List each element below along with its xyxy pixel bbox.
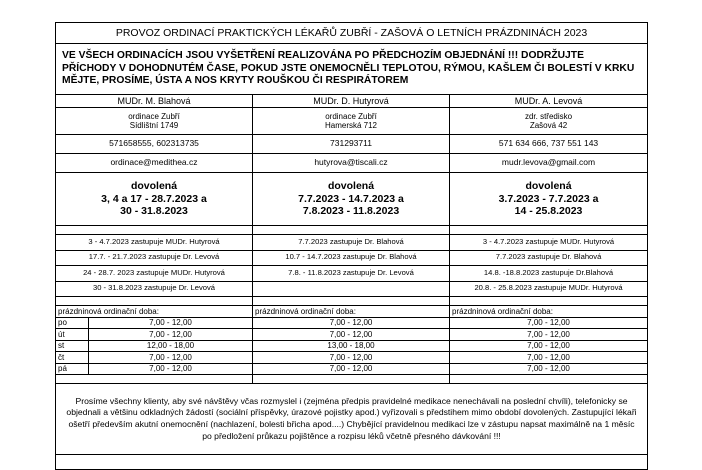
spacer-cell — [253, 226, 450, 235]
substitution-cell: 7.7.2023 zastupuje Dr. Blahová — [450, 250, 648, 266]
hours-cell: 7,00 - 12,00 — [450, 329, 648, 341]
hours-cell: 7,00 - 12,00 — [450, 363, 648, 375]
hours-cell: 7,00 - 12,00 — [253, 352, 450, 364]
substitution-cell — [253, 281, 450, 297]
substitution-cell: 14.8. -18.8.2023 zastupuje Dr.Blahová — [450, 266, 648, 282]
doctor-email: ordinace@medithea.cz — [56, 154, 253, 173]
hours-cell: 7,00 - 12,00 — [89, 352, 253, 364]
substitution-cell: 10.7 - 14.7.2023 zastupuje Dr. Blahová — [253, 250, 450, 266]
vacation-dates: 3.7.2023 - 7.7.2023 a — [498, 192, 599, 205]
vacation-cell — [56, 173, 253, 226]
hours-cell: 7,00 - 12,00 — [450, 340, 648, 352]
doctor-office — [450, 108, 648, 135]
substitution-cell: 3 - 4.7.2023 zastupuje MUDr. Hutyrová — [56, 235, 253, 251]
office-address: Sídlištní 1749 — [129, 121, 179, 130]
weekday-label: po — [56, 317, 89, 329]
office-name: ordinace Zubří — [128, 111, 180, 121]
notice-text: VE VŠECH ORDINACÍCH JSOU VYŠETŘENÍ REALIZOVÁNA PO PŘEDCHOZÍM OBJEDNÁNÍ !!! DODRŽUJTE PŘÍCHODY V DOHODNUTÉM ČASE, POKUD JSTE ONEMOCNĚLI TEPLOTOU, RÝMOU, KAŠLEM ČI BOLESTÍ V KRKU MĚJTE, PROSÍME, ÚSTA A NOS KRYTY ROUŠKOU ČI RESPIRÁTOREM — [56, 44, 648, 95]
hours-cell: 7,00 - 12,00 — [253, 317, 450, 329]
doctor-phone: 571 634 666, 737 551 143 — [450, 135, 648, 154]
hours-cell: 7,00 - 12,00 — [89, 329, 253, 341]
doctor-office — [253, 108, 450, 135]
vacation-dates: 30 - 31.8.2023 — [120, 205, 188, 218]
doctor-name: MUDr. A. Levová — [450, 95, 648, 108]
spacer-cell — [56, 226, 253, 235]
vacation-dates: 3, 4 a 17 - 28.7.2023 a — [101, 192, 207, 205]
spacer-cell — [450, 375, 648, 384]
weekday-label: st — [56, 340, 89, 352]
hours-cell: 13,00 - 18,00 — [253, 340, 450, 352]
substitution-cell: 20.8. - 25.8.2023 zastupuje MUDr. Hutyrová — [450, 281, 648, 297]
vacation-label: dovolená — [525, 180, 572, 193]
vacation-label: dovolená — [327, 180, 375, 193]
office-name: zdr. středisko — [524, 111, 573, 121]
bottom-empty-row — [56, 455, 648, 470]
hours-cell: 7,00 - 12,00 — [253, 363, 450, 375]
doctor-name: MUDr. M. Blahová — [56, 95, 253, 108]
substitution-cell: 3 - 4.7.2023 zastupuje MUDr. Hutyrová — [450, 235, 648, 251]
doctor-name: MUDr. D. Hutyrová — [253, 95, 450, 108]
spacer-cell — [450, 226, 648, 235]
hours-cell: 12,00 - 18,00 — [89, 340, 253, 352]
weekday-label: pá — [56, 363, 89, 375]
vacation-label: dovolená — [130, 180, 178, 193]
office-name: ordinace Zubří — [325, 111, 377, 121]
doctor-email: mudr.levova@gmail.com — [450, 154, 648, 173]
weekday-label: út — [56, 329, 89, 341]
substitution-cell: 7.7.2023 zastupuje Dr. Blahová — [253, 235, 450, 251]
hours-cell: 7,00 - 12,00 — [89, 363, 253, 375]
weekday-label: čt — [56, 352, 89, 364]
vacation-dates: 7.8.2023 - 11.8.2023 — [302, 205, 400, 218]
hours-label: prázdninová ordinační doba: — [450, 306, 648, 318]
spacer-cell — [56, 375, 253, 384]
schedule-table — [55, 22, 648, 470]
spacer-cell — [253, 297, 450, 306]
doctor-email: hutyrova@tiscali.cz — [253, 154, 450, 173]
hours-label: prázdninová ordinační doba: — [56, 306, 253, 318]
footer-notice: Prosíme všechny klienty, aby své návštěvy včas rozmyslel i (zejména předpis pravidelné medikace nenechávali na poslední chvíli), telefonicky se objednali a většinu odkladných žádostí (sociální příspěvky, úrazové pojistky apod.) vyřizovali s předstihem mimo období dovolených. Zastupující lékaři ošetří především akutní onemocnění (nachlazení, bolesti břicha apod....) Chybějící pravidelnou medikaci lze v zástupu napsat maximálně na 1 měsíc po předložení průkazu pojištěnce a rozpisu léků včetně přesného dávkování !!! — [56, 384, 648, 455]
schedule-sheet — [55, 22, 647, 470]
hours-cell: 7,00 - 12,00 — [450, 317, 648, 329]
spacer-cell — [56, 297, 253, 306]
vacation-cell — [253, 173, 450, 226]
office-address: Zašová 42 — [529, 121, 568, 130]
spacer-cell — [253, 375, 450, 384]
substitution-cell: 24 - 28.7. 2023 zastupuje MUDr. Hutyrová — [56, 266, 253, 282]
substitution-cell: 17.7. - 21.7.2023 zastupuje Dr. Levová — [56, 250, 253, 266]
doctor-phone: 571658555, 602313735 — [56, 135, 253, 154]
vacation-dates: 14 - 25.8.2023 — [514, 205, 583, 218]
vacation-dates: 7.7.2023 - 14.7.2023 a — [298, 192, 404, 205]
substitution-cell: 30 - 31.8.2023 zastupuje Dr. Levová — [56, 281, 253, 297]
office-address: Hamerská 712 — [324, 121, 378, 130]
hours-cell: 7,00 - 12,00 — [253, 329, 450, 341]
page-title: PROVOZ ORDINACÍ PRAKTICKÝCH LÉKAŘŮ ZUBŘÍ - ZAŠOVÁ O LETNÍCH PRÁZDNINÁCH 2023 — [56, 23, 648, 44]
hours-cell: 7,00 - 12,00 — [450, 352, 648, 364]
hours-label: prázdninová ordinační doba: — [253, 306, 450, 318]
doctor-office — [56, 108, 253, 135]
spacer-cell — [450, 297, 648, 306]
substitution-cell: 7.8. - 11.8.2023 zastupuje Dr. Levová — [253, 266, 450, 282]
hours-cell: 7,00 - 12,00 — [89, 317, 253, 329]
doctor-phone: 731293711 — [253, 135, 450, 154]
vacation-cell — [450, 173, 648, 226]
